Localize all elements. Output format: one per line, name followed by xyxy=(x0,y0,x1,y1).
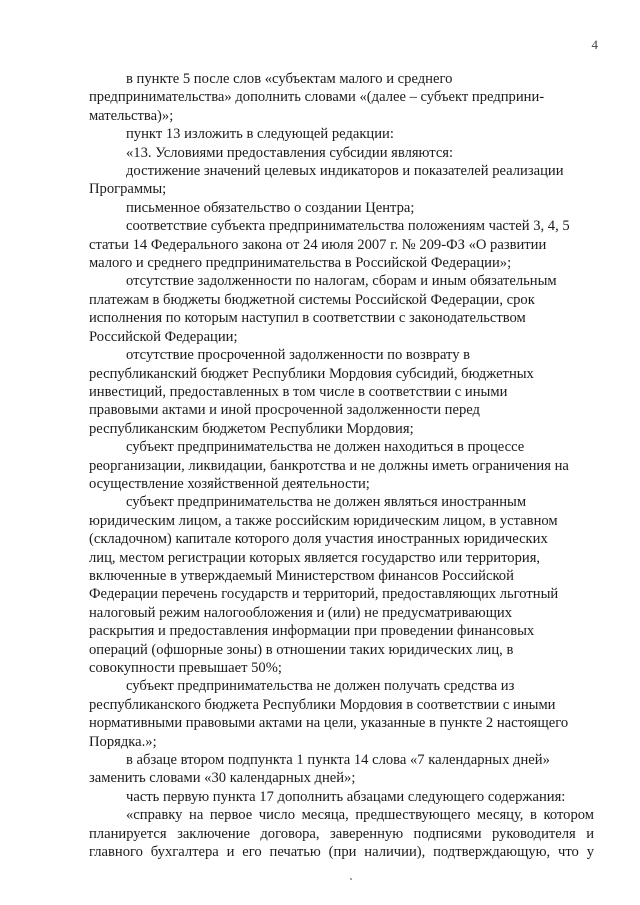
paragraph xyxy=(89,493,594,677)
text-line: заменить словами «30 календарных дней»; xyxy=(89,770,356,787)
paragraph xyxy=(89,346,594,438)
scan-artifact xyxy=(350,878,352,880)
text-line: главного бухгалтера и его печатью (при наличии), подтверждающую, что у xyxy=(89,844,594,861)
text-line: совокупности превышает 50%; xyxy=(89,660,282,676)
text-line: субъект предпринимательства не должен находиться в процессе xyxy=(126,439,525,456)
text-line: субъект предпринимательства не должен являться иностранным xyxy=(126,494,527,511)
text-line: республиканский бюджет Республики Мордовия субсидий, бюджетных xyxy=(89,365,534,382)
text-line: республиканского бюджета Республики Мордовия в соответствии с иными xyxy=(89,696,556,713)
text-line: часть первую пункта 17 дополнить абзацами следующего содержания: xyxy=(126,788,566,805)
text-line: мательства)»; xyxy=(89,107,174,124)
paragraph xyxy=(89,788,594,806)
text-line: (складочном) капитале которого доля участия иностранных юридических xyxy=(89,531,548,548)
text-line: достижение значений целевых индикаторов и показателей реализации xyxy=(126,163,564,180)
text-line: включенные в утверждаемый Министерством финансов Российской xyxy=(89,567,514,584)
text-line: инвестиций, предоставленных в том числе в соответствии с иными xyxy=(89,383,508,400)
text-line: отсутствие задолженности по налогам, сборам и иным обязательным xyxy=(126,273,557,290)
text-line: письменное обязательство о создании Центра; xyxy=(126,199,415,216)
paragraph xyxy=(89,438,594,493)
text-line: нормативными правовыми актами на цели, указанные в пункте 2 настоящего xyxy=(89,715,569,732)
text-line: осуществление хозяйственной деятельности; xyxy=(89,475,370,492)
text-line: Программы; xyxy=(89,181,167,198)
text-line: лиц, местом регистрации которых является государство или территория, xyxy=(89,549,541,566)
text-line: «справку на первое число месяца, предшествующего месяцу, в котором xyxy=(126,807,594,824)
paragraph xyxy=(89,162,594,199)
paragraph xyxy=(89,144,594,162)
text-line: раскрытия и предоставления информации при проведении финансовых xyxy=(89,623,535,640)
text-line: платежам в бюджеты бюджетной системы Российской Федерации, срок xyxy=(89,291,535,308)
text-line: субъект предпринимательства не должен получать средства из xyxy=(126,678,515,695)
text-line: пункт 13 изложить в следующей редакции: xyxy=(126,126,394,143)
paragraph xyxy=(89,751,594,788)
text-line: Российской Федерации; xyxy=(89,328,238,345)
text-line: отсутствие просроченной задолженности по возврату в xyxy=(126,347,471,364)
paragraph xyxy=(89,272,594,346)
text-line: исполнения по которым наступил в соответствии с законодательством xyxy=(89,310,526,327)
text-line: юридическим лицом, а также российским юридическим лицом, в уставном xyxy=(89,512,558,529)
paragraph xyxy=(89,199,594,217)
text-line: статьи 14 Федерального закона от 24 июля 2007 г. № 209-ФЗ «О развитии xyxy=(89,236,547,253)
text-line: предпринимательства» дополнить словами «(далее – субъект предприни- xyxy=(89,89,545,106)
text-line: Федерации перечень государств и территорий, предоставляющих льготный xyxy=(89,586,559,603)
text-line: республиканским бюджетом Республики Мордовия; xyxy=(89,420,414,437)
text-line: малого и среднего предпринимательства в Российской Федерации»; xyxy=(89,255,512,272)
text-line: планируется заключение договора, заверенную подписями руководителя и xyxy=(89,825,594,842)
paragraph xyxy=(89,217,594,272)
text-line: правовыми актами и иной просроченной задолженности перед xyxy=(89,402,480,419)
text-line: операций (офшорные зоны) в отношении таких юридических лиц, в xyxy=(89,641,514,658)
text-line: в пункте 5 после слов «субъектам малого и среднего xyxy=(126,71,453,87)
text-line: соответствие субъекта предпринимательства положениям частей 3, 4, 5 xyxy=(126,218,570,235)
text-line: налоговый режим налогообложения и (или) не предусматривающих xyxy=(89,604,513,621)
page-number: 4 xyxy=(591,37,598,52)
paragraph xyxy=(89,677,594,751)
document-body xyxy=(89,70,594,861)
text-line: реорганизации, ликвидации, банкротства и не должны иметь ограничения на xyxy=(89,457,569,474)
text-line: «13. Условиями предоставления субсидии являются: xyxy=(126,144,454,161)
paragraph xyxy=(89,806,594,861)
text-line: в абзаце втором подпункта 1 пункта 14 слова «7 календарных дней» xyxy=(126,752,550,769)
text-line: Порядка.»; xyxy=(89,733,157,750)
paragraph xyxy=(89,70,594,125)
paragraph xyxy=(89,125,594,143)
